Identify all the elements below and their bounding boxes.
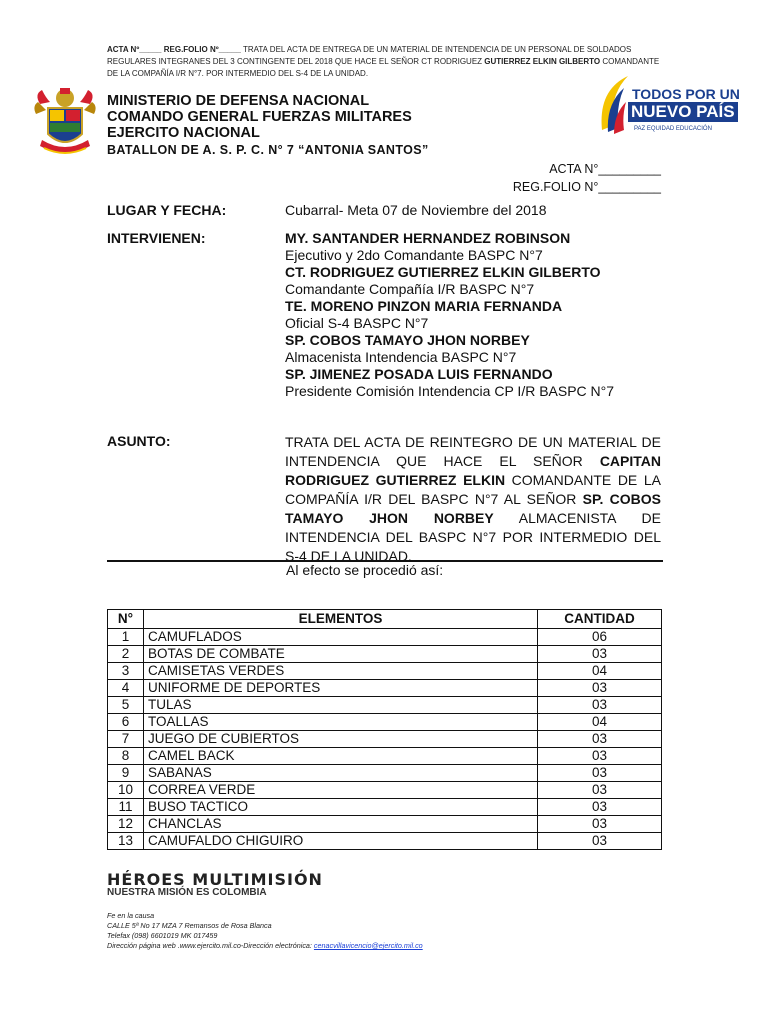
row-number: 11 (108, 799, 144, 816)
battalion-title: BATALLON DE A. S. P. C. N° 7 “ANTONIA SANTOS” (107, 143, 429, 157)
header-quantity: CANTIDAD (538, 610, 662, 629)
row-number: 3 (108, 663, 144, 680)
acta-number-label: ACTA Nº_____ (107, 45, 162, 54)
logo-line1: TODOS POR UN (632, 86, 740, 102)
row-quantity: 03 (538, 680, 662, 697)
row-number: 10 (108, 782, 144, 799)
heroes-subtitle: NUESTRA MISIÓN ES COLOMBIA (107, 887, 267, 898)
table-row (108, 748, 662, 765)
participants-list (285, 230, 614, 400)
table-row (108, 833, 662, 850)
footer-contact (107, 911, 423, 951)
participant-name: TE. MORENO PINZON MARIA FERNANDA (285, 298, 563, 314)
table-header-row (108, 610, 662, 629)
subject-part: COMANDANTE DE LA COMPAÑÍA I/R DEL BASPC N°7 AL SEÑOR (285, 472, 661, 507)
row-quantity: 03 (538, 765, 662, 782)
row-quantity: 03 (538, 816, 662, 833)
row-number: 8 (108, 748, 144, 765)
acta-number-field: ACTA N°_________ (549, 162, 661, 176)
row-quantity: 04 (538, 714, 662, 731)
participant-role: Almacenista Intendencia BASPC N°7 (285, 349, 517, 365)
row-item: CAMUFALDO CHIGUIRO (144, 833, 538, 850)
army-title: EJERCITO NACIONAL (107, 125, 260, 141)
footer-web (107, 941, 423, 951)
ministry-title: MINISTERIO DE DEFENSA NACIONAL (107, 93, 370, 109)
subject-bold-part: SP. COBOS TAMAYO JHON NORBEY (285, 491, 661, 526)
row-number: 5 (108, 697, 144, 714)
subject-part: ALMACENISTA DE INTENDENCIA DEL BASPC N°7 POR INTERMEDIO DEL S-4 DE LA UNIDAD. (285, 510, 661, 564)
table-row (108, 765, 662, 782)
row-number: 4 (108, 680, 144, 697)
participant-role: Oficial S-4 BASPC N°7 (285, 315, 429, 331)
participant-name: SP. JIMENEZ POSADA LUIS FERNANDO (285, 366, 553, 382)
elements-table (107, 609, 662, 850)
procedure-intro: Al efecto se procedió así: (286, 562, 444, 578)
row-item: BOTAS DE COMBATE (144, 646, 538, 663)
place-date-label: LUGAR Y FECHA: (107, 202, 227, 218)
row-quantity: 04 (538, 663, 662, 680)
row-item: CAMISETAS VERDES (144, 663, 538, 680)
row-number: 13 (108, 833, 144, 850)
table-row (108, 816, 662, 833)
row-item: CHANCLAS (144, 816, 538, 833)
header-elements: ELEMENTOS (144, 610, 538, 629)
summary-text-a: TRATA DEL ACTA DE ENTREGA DE UN MATERIAL DE INTENDENCIA DE UN PERSONAL DE SOLDADOS REGULARES INTEGRANES DEL 3 CONTINGENTE DEL 2018 QUE HACE EL SEÑOR CT RODRIGUEZ (107, 45, 632, 66)
summary-text-bold: GUTIERREZ ELKIN GILBERTO (484, 57, 601, 66)
row-quantity: 03 (538, 782, 662, 799)
table-row (108, 646, 662, 663)
army-crest-icon (32, 84, 98, 162)
row-quantity: 06 (538, 629, 662, 646)
subject-part: TRATA DEL ACTA DE REINTEGRO DE UN MATERIAL DE INTENDENCIA QUE HACE EL SEÑOR (285, 434, 661, 469)
row-number: 6 (108, 714, 144, 731)
subject-text (285, 433, 661, 566)
participant-name: MY. SANTANDER HERNANDEZ ROBINSON (285, 230, 571, 246)
row-item: JUEGO DE CUBIERTOS (144, 731, 538, 748)
logo-line2: NUEVO PAÍS (628, 102, 738, 122)
row-number: 12 (108, 816, 144, 833)
participant-role: Ejecutivo y 2do Comandante BASPC N°7 (285, 247, 543, 263)
reg-folio-label: REG.FOLIO Nº_____ (163, 45, 241, 54)
row-item: BUSO TACTICO (144, 799, 538, 816)
subject-bold-part: CAPITAN RODRIGUEZ GUTIERREZ ELKIN (285, 453, 661, 488)
acta-reference-block (513, 160, 661, 196)
participant-name: SP. COBOS TAMAYO JHON NORBEY (285, 332, 530, 348)
place-date-value: Cubarral- Meta 07 de Noviembre del 2018 (285, 202, 547, 218)
row-item: CAMUFLADOS (144, 629, 538, 646)
summary-text-b: COMANDANTE DE LA COMPAÑÍA I/R N°7. POR INTERMEDIO DEL S-4 DE LA UNIDAD. (107, 57, 660, 78)
footer-address: CALLE 5ª No 17 MZA 7 Remansos de Rosa Blanca (107, 921, 272, 930)
table-row (108, 629, 662, 646)
row-quantity: 03 (538, 833, 662, 850)
header-number: N° (108, 610, 144, 629)
logo-tagline: PAZ EQUIDAD EDUCACIÓN (634, 126, 712, 132)
row-quantity: 03 (538, 731, 662, 748)
reg-folio-field: REG.FOLIO N°_________ (512, 180, 661, 194)
heroes-title: HÉROES MULTIMISIÓN (107, 870, 323, 889)
todos-por-un-nuevo-pais-logo (598, 70, 740, 140)
row-number: 1 (108, 629, 144, 646)
row-item: SABANAS (144, 765, 538, 782)
row-item: TULAS (144, 697, 538, 714)
footer-web-text: Dirección página web .www.ejercito.mil.co-Dirección electrónica: (107, 941, 314, 950)
table-row (108, 697, 662, 714)
institution-header (107, 93, 429, 158)
table-row (108, 799, 662, 816)
document-summary-note (107, 44, 663, 80)
participant-role: Comandante Compañía I/R BASPC N°7 (285, 281, 535, 297)
row-number: 9 (108, 765, 144, 782)
table-row (108, 782, 662, 799)
row-item: TOALLAS (144, 714, 538, 731)
row-item: CORREA VERDE (144, 782, 538, 799)
participant-name: CT. RODRIGUEZ GUTIERREZ ELKIN GILBERTO (285, 264, 601, 280)
footer-phone: Telefax (098) 6601019 MK 017459 (107, 931, 218, 940)
row-item: CAMEL BACK (144, 748, 538, 765)
footer-email-link[interactable]: cenacvillavicencio@ejercito.mil.co (313, 941, 423, 950)
row-quantity: 03 (538, 748, 662, 765)
row-quantity: 03 (538, 799, 662, 816)
table-row (108, 680, 662, 697)
row-quantity: 03 (538, 646, 662, 663)
row-quantity: 03 (538, 697, 662, 714)
row-number: 7 (108, 731, 144, 748)
command-title: COMANDO GENERAL FUERZAS MILITARES (107, 109, 412, 125)
footer-motto: Fe en la causa (107, 911, 155, 920)
participant-role: Presidente Comisión Intendencia CP I/R BASPC N°7 (285, 383, 615, 399)
participants-label: INTERVIENEN: (107, 230, 206, 246)
subject-label: ASUNTO: (107, 433, 171, 449)
table-row (108, 731, 662, 748)
heroes-multimision-logo (107, 870, 323, 898)
table-row (108, 714, 662, 731)
row-number: 2 (108, 646, 144, 663)
table-row (108, 663, 662, 680)
row-item: UNIFORME DE DEPORTES (144, 680, 538, 697)
